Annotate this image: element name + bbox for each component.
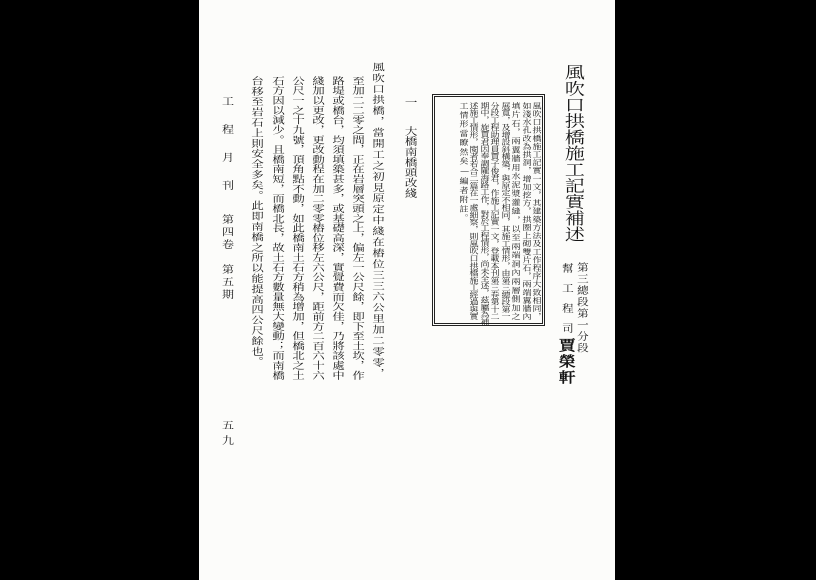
editor-note-line: 填片石，兩翼牆用水泥漿灌縫，以至兩端洞內兩層側加之 <box>511 102 523 320</box>
section-number: 一 <box>401 97 416 107</box>
document-page <box>199 0 615 580</box>
body-text-line: 風吹口拱橋，當開工之初見原定中綫在樁位三三六公里加二零零， <box>369 62 384 378</box>
body-text-line: 路堤或橋台，均須填築甚多，或基礎高深，實覺費而欠佳，乃將該處中 <box>329 76 344 380</box>
journal-name: 工程月刊 <box>219 96 233 208</box>
author-name: 賈榮軒 <box>556 338 576 386</box>
page-number: 五九 <box>219 420 233 450</box>
editor-note-box <box>432 94 545 326</box>
section-heading: 大橋南橋頭改綫 <box>401 126 416 198</box>
editor-note-line: 分段工程助理員賈子俊君，作施工記實一文，登載本刊第三卷第十二 <box>490 102 502 320</box>
issue-label: 第五期 <box>219 264 233 302</box>
body-text-line: 石方因以減少。且橋南短，而橋北長，故土石方數量無大變動；而南橋 <box>269 76 284 380</box>
editor-note-line: 展寬，及增設斜構築，與原定不相同，其施工情形，由第三總段第一 <box>500 102 512 320</box>
editor-note-line: 述施工情形，閱者若合二篇在一處細察，則風吹口拱橋施工經過與實 <box>469 102 481 320</box>
author-unit: 第三總段第一分段 <box>574 262 587 354</box>
editor-note-line: 如淺水孔改為拱洞，增加挖方，拱圈上砌雙片石，兩端翼牆內 <box>521 102 533 320</box>
body-text-line: 公尺一之十九號，頂角點不動，如此橋南土石方稍為增加，但橋北之土 <box>289 76 304 380</box>
body-text-line: 台移至岩石上則安全多矣。此即南橋之所以能提高四公尺餘也。 <box>248 76 263 368</box>
editor-note-line: 風吹口拱橋施工記實一文，其建築方法及工作程序大致相同， <box>532 102 544 320</box>
body-text-line: 至加二二零之間，正在岩層突頭之上，偏左一公尺餘，即下至土坎，作 <box>349 76 364 380</box>
author-position: 幫工程司 <box>559 263 572 343</box>
volume-label: 第四卷 <box>219 214 233 252</box>
article-title: 風吹口拱橋施工記實補述 <box>561 64 586 242</box>
body-text-line: 綫加以更改，更改動程在加二零零樁位移左六公尺，距前方二百六十六 <box>309 76 324 380</box>
editor-note-line: 工情形當瞭然矣—編者附註。 <box>458 102 470 224</box>
editor-note-line: 期中，旋賈君因奉調隴海路工作，對於工程情形，尚未全述，茲屬為補 <box>479 102 491 326</box>
